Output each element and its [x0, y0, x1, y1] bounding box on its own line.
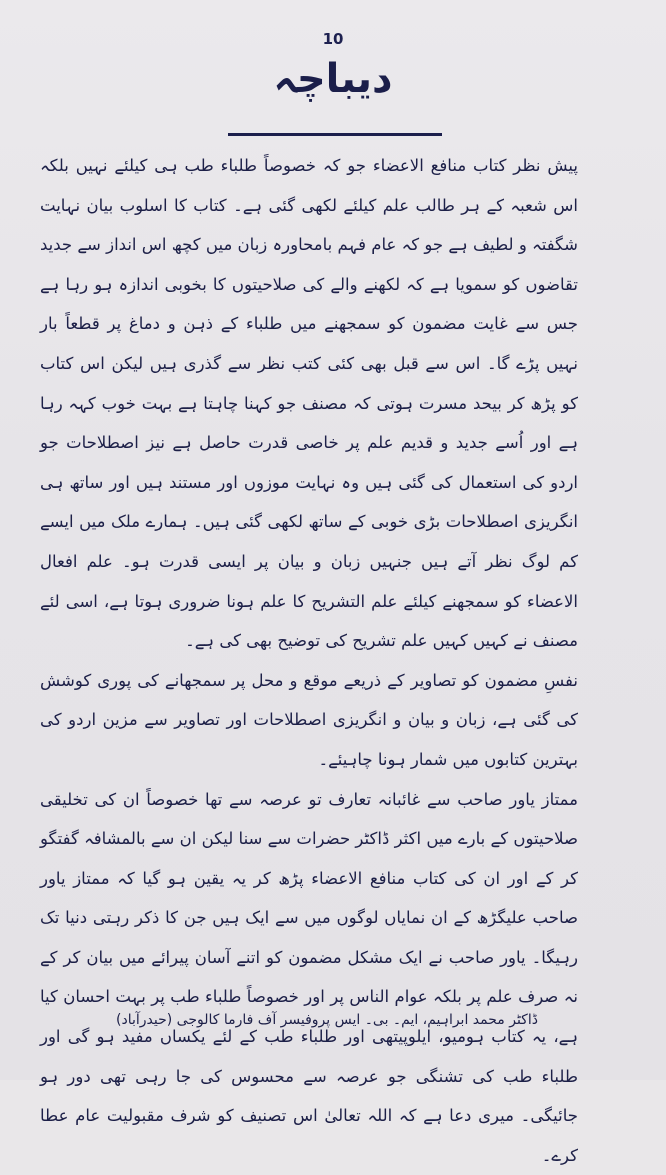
paragraph-3: ممتاز یاور صاحب سے غائبانہ تعارف تو عرصہ سے تھا خصوصاً ان کی تخلیقی صلاحیتوں کے بارے میں اکثر ڈاکٹر حضرات سے سنا لیکن ان سے بالمشافہ گفتگو کر کے اور ان کی کتاب منافع الاعضاء پڑھ کر یہ یقین ہو گیا کہ ممتاز یاور صاحب علیگڑھ کے ان نمایاں لوگوں میں سے ایک ہیں جن کا ذکر رہتی دنیا تک رہیگا۔ یاور صاحب نے ایک مشکل مضمون کو اتنے آسان پیرائے میں بیان کر کے نہ صرف علم پر بلکہ عوام الناس پر اور خصوصاً طلباء طب پر بہت احسان کیا ہے، یہ کتاب ہومیو، ایلوپیتھی اور طلباء طب کے لئے یکساں مفید ہو گی اور طلباء طب کی تشنگی جو عرصہ سے محسوس کی جا رہی تھی دور ہو جائیگی۔ میری دعا ہے کہ اللہ تعالیٰ اس تصنیف کو شرف مقبولیت عام عطا کرے۔ [40, 780, 622, 1175]
page-number: 10 [0, 30, 666, 48]
paragraph-1: پیش نظر کتاب منافع الاعضاء جو کہ خصوصاً طلباء طب ہی کیلئے نہیں بلکہ اس شعبہ کے ہر طالب علم کیلئے لکھی گئی ہے۔ کتاب کا اسلوب بیان نہایت شگفتہ و لطیف ہے جو کہ عام فہم بامحاورہ زبان میں کچھ اس انداز سے جدید تقاضوں کو سمویا ہے کہ لکھنے والے کی صلاحیتوں کا بخوبی اندازہ ہو رہا ہے جس سے غایت مضمون کو سمجھنے میں طلباء کے ذہن و دماغ پر قطعاً بار نہیں پڑے گا۔ اس سے قبل بھی کئی کتب نظر سے گذری ہیں لیکن اس کتاب کو پڑھ کر بیحد مسرت ہوتی کہ مصنف جو کہنا چاہتا ہے بہت خوب کہہ رہا ہے اور اُسے جدید و قدیم علم پر خاصی قدرت حاصل ہے نیز اصطلاحات جو اردو کی استعمال کی گئی ہیں وہ نہایت موزوں اور مستند ہیں اور ساتھ ہی انگریزی اصطلاحات بڑی خوبی کے ساتھ لکھی گئی ہیں۔ ہمارے ملک میں ایسے کم لوگ نظر آتے ہیں جنہیں زبان و بیان پر ایسی قدرت ہو۔ علم افعال الاعضاء کو سمجھنے کیلئے علم التشریح کا علم ہونا ضروری ہوتا ہے، اسی لئے مصنف نے کہیں کہیں علم تشریح کی توضیح بھی کی ہے۔ [40, 146, 622, 661]
title-underline [228, 133, 442, 136]
author-signature: ڈاکٹر محمد ابراہیم، ایم۔ بی۔ ایس پروفیسر آف فارما کالوجی (حیدرآباد) [28, 1012, 626, 1028]
paragraph-2: نفسِ مضمون کو تصاویر کے ذریعے موقع و محل پر سمجھانے کی پوری کوشش کی گئی ہے، زبان و بیان و انگریزی اصطلاحات اور تصاویر سے مزین اردو کی بہترین کتابوں میں شمار ہونا چاہیئے۔ [40, 661, 622, 780]
page-title: دیباچہ [0, 56, 666, 102]
